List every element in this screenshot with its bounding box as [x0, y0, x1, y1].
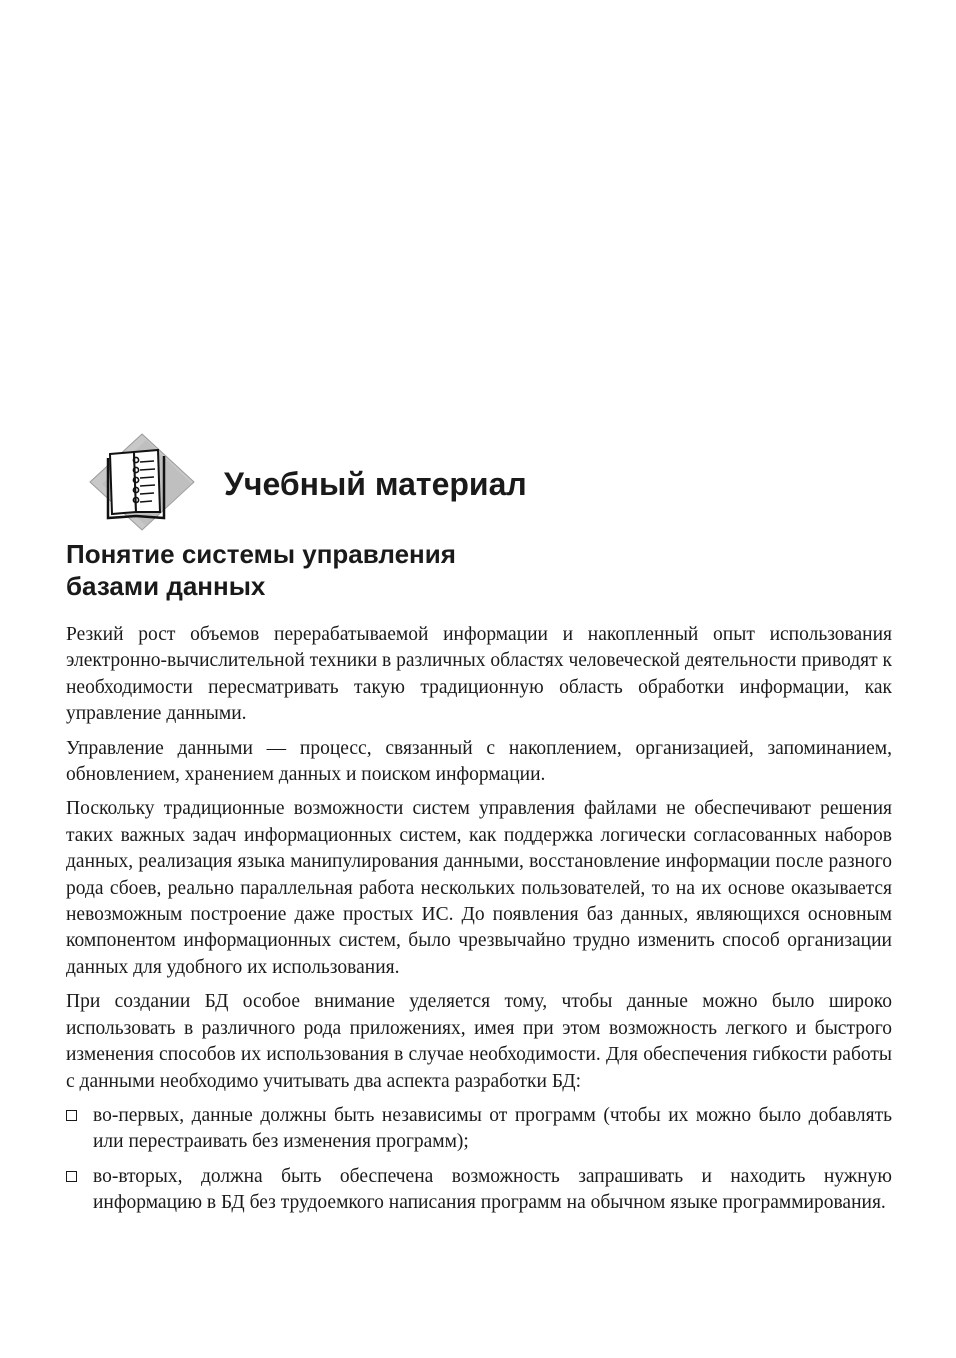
list-item	[66, 1164, 892, 1217]
checkbox-bullet-icon	[66, 1171, 77, 1182]
section-title: Учебный материал	[224, 466, 527, 502]
article-body	[66, 622, 892, 1225]
list-item	[66, 1103, 892, 1156]
notebook-icon	[88, 432, 196, 532]
article-title-line-2: базами данных	[66, 571, 266, 601]
article-title-line-1: Понятие системы управления	[66, 539, 456, 569]
bullet-list	[66, 1103, 892, 1217]
list-item-text: во-вторых, должна быть обеспечена возможность запрашивать и находить нужную информацию в БД без трудоемкого написания программ на обычном языке программирования.	[93, 1165, 892, 1214]
paragraph: Поскольку традиционные возможности систем управления файлами не обеспечивают решения таких важных задач информационных систем, как поддержка логически согласованных наборов данных, реализация языка манипулирования данными, восстановление информации после разного рода сбоев, реально параллельная работа нескольких пользователей, то на их основе оказывается невозможным построение даже простых ИС. До появления баз данных, являющихся основным компонентом информационных систем, было чрезвычайно трудно изменить способ организации данных для удобного их использования.	[66, 798, 892, 978]
list-item-text: во-первых, данные должны быть независимы от программ (чтобы их можно было добавлять или перестраивать без изменения программ);	[93, 1104, 892, 1153]
checkbox-bullet-icon	[66, 1110, 77, 1121]
paragraph: Резкий рост объемов перерабатываемой информации и накопленный опыт использования электронно-вычислительной техники в различных областях человеческой деятельности приводят к необходимости пересматривать такую традиционную область обработки информации, как управление данными.	[66, 624, 892, 725]
article-title	[66, 538, 666, 602]
paragraph: Управление данными — процесс, связанный с накоплением, организацией, запоминанием, обновлением, хранением данных и поиском информации.	[66, 737, 892, 786]
paragraph: При создании БД особое внимание уделяется тому, чтобы данные можно было широко использовать в различного рода приложениях, имея при этом возможность легкого и быстрого изменения способов их использования в случае необходимости. Для обеспечения гибкости работы с данными необходимо учитывать два аспекта разработки БД:	[66, 991, 892, 1092]
